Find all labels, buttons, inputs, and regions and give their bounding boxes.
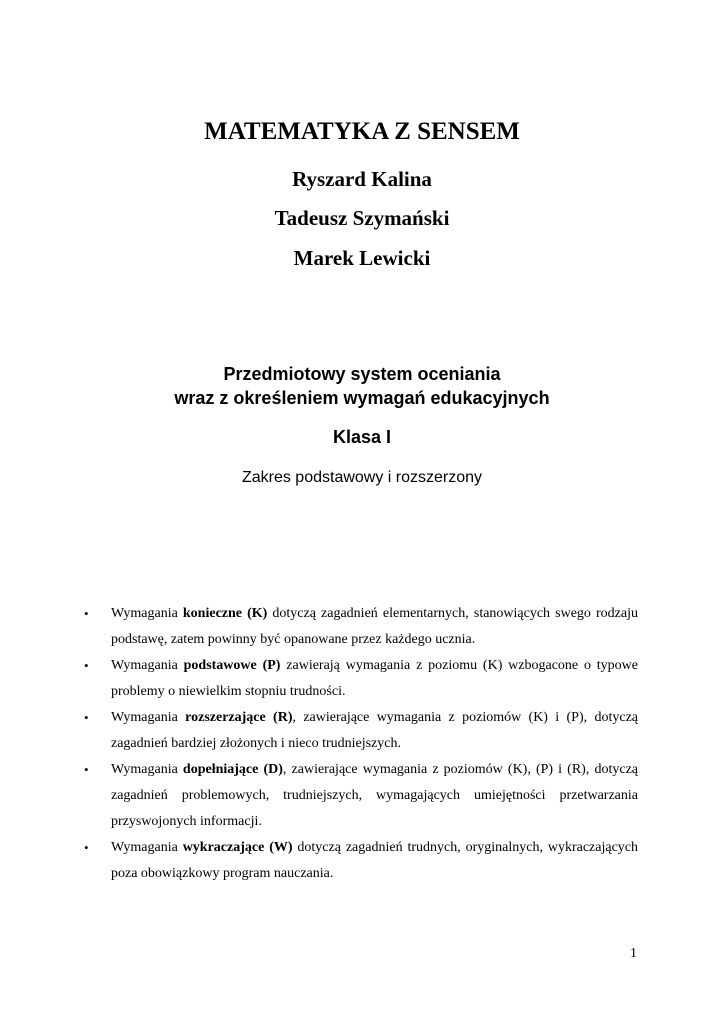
requirement-text: zawierają wymagania z poziomu (K) wzbogacone o typowe problemy o niewielkim stopniu trudności. (111, 658, 639, 699)
bullet-icon: • (84, 710, 89, 725)
subtitle-line: Przedmiotowy system oceniania (223, 364, 501, 384)
requirement-item (84, 835, 638, 887)
requirement-term: rozszerzające (R) (185, 710, 293, 725)
requirement-lead: Wymagania (111, 710, 186, 725)
subtitle-line: wraz z określeniem wymagań edukacyjnych (174, 388, 550, 408)
requirement-term: podstawowe (P) (183, 658, 281, 673)
scope-label: Zakres podstawowy i rozszerzony (241, 469, 483, 486)
requirement-text: dotyczą zagadnień trudnych, oryginalnych, wykraczających poza obowiązkowy program nauczania. (111, 840, 639, 881)
bullet-icon: • (84, 762, 89, 777)
requirements-list (84, 601, 638, 887)
requirement-item (84, 757, 638, 835)
requirement-lead: Wymagania (111, 658, 184, 673)
author-name: Marek Lewicki (293, 246, 431, 270)
author-name: Tadeusz Szymański (274, 206, 450, 230)
requirement-term: dopełniające (D) (182, 762, 283, 777)
requirement-lead: Wymagania (111, 840, 183, 855)
document-title: MATEMATYKA Z SENSEM (204, 118, 520, 145)
bullet-icon: • (84, 658, 89, 673)
requirement-item (84, 653, 638, 705)
requirement-lead: Wymagania (111, 762, 183, 777)
requirement-text: dotyczą zagadnień elementarnych, stanowiących swego rodzaju podstawę, zatem powinny być opanowane przez każdego ucznia. (111, 606, 638, 647)
requirement-text: , zawierające wymagania z poziomów (K) i (P), dotyczą zagadnień bardziej złożonych i nieco trudniejszych. (111, 710, 638, 751)
class-label: Klasa I (332, 427, 392, 447)
requirement-item (84, 705, 638, 757)
requirement-text: , zawierające wymagania z poziomów (K), (P) i (R), dotyczą zagadnień problemowych, trudniejszych, wymagających umiejętności przetwarzania przyswojonych informacji. (111, 762, 638, 829)
author-name: Ryszard Kalina (292, 167, 432, 191)
requirement-term: konieczne (K) (182, 606, 268, 621)
bullet-icon: • (84, 606, 89, 621)
requirement-term: wykraczające (W) (182, 840, 293, 855)
page-number: 1 (630, 946, 637, 961)
requirement-lead: Wymagania (111, 606, 183, 621)
bullet-icon: • (84, 840, 89, 855)
requirement-item (84, 601, 638, 653)
